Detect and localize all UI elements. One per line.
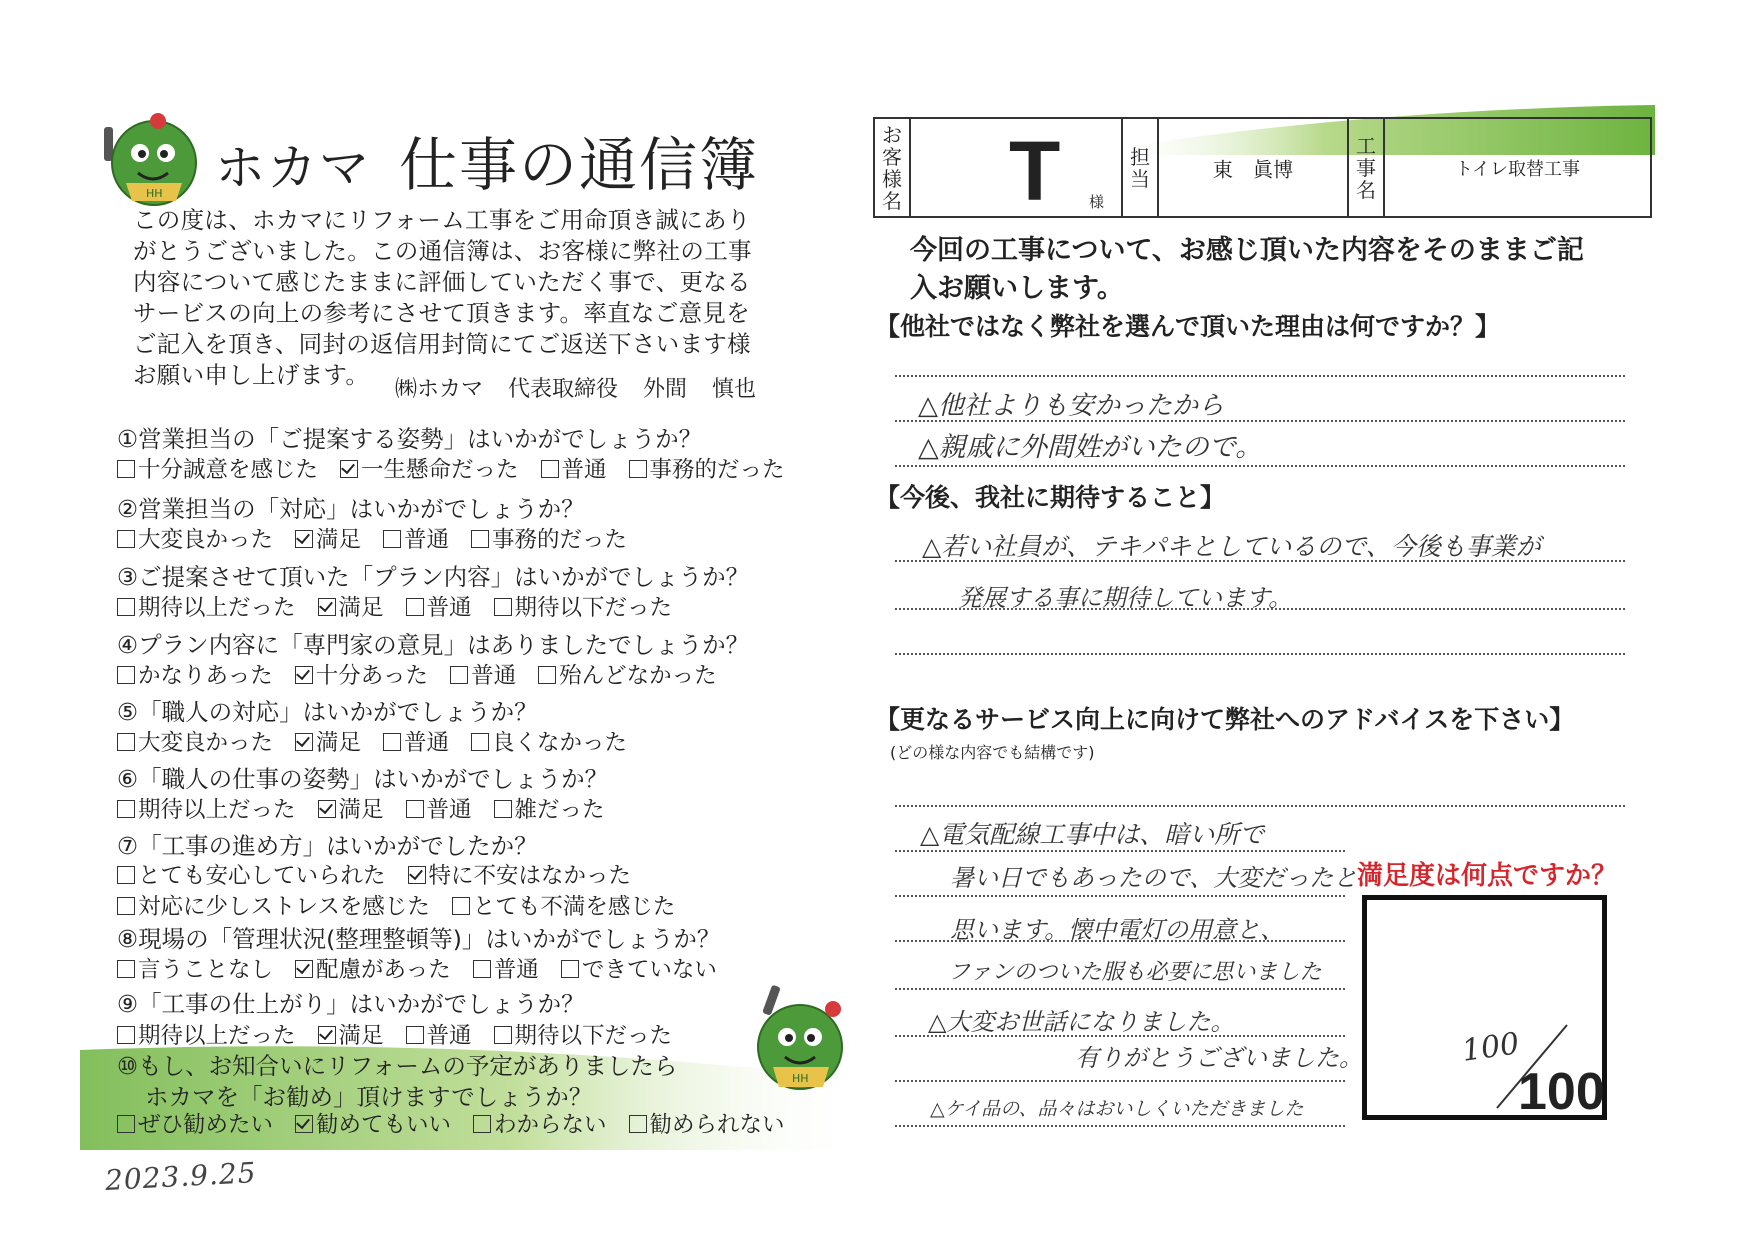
option-checkbox[interactable]	[561, 952, 717, 984]
option-label: 満足	[316, 527, 362, 553]
option-checkbox[interactable]	[406, 590, 472, 622]
brand-title	[215, 118, 759, 202]
question-7-options	[117, 858, 653, 890]
answer-line	[895, 608, 1625, 610]
empty-box-icon[interactable]	[117, 1115, 135, 1133]
option-label: 普通	[404, 527, 450, 553]
question-4-options	[117, 658, 739, 690]
option-label: 言うことなし	[138, 957, 274, 983]
option-label: 普通	[426, 1023, 472, 1049]
empty-box-icon[interactable]	[383, 733, 401, 751]
option-checkbox[interactable]	[494, 590, 673, 622]
option-label: 一生懸命だった	[361, 457, 519, 483]
question-2-options	[117, 522, 649, 554]
checked-box-icon[interactable]	[295, 530, 313, 548]
advice-answer-5: △大変お世話になりました。	[928, 1008, 1235, 1036]
empty-box-icon[interactable]	[383, 530, 401, 548]
expect-section-title: 【今後、我社に期待すること】	[875, 483, 1226, 512]
empty-box-icon[interactable]	[117, 733, 135, 751]
option-checkbox[interactable]	[340, 452, 519, 484]
answer-line	[895, 988, 1345, 990]
checked-box-icon[interactable]	[318, 598, 336, 616]
checked-box-icon[interactable]	[340, 460, 358, 478]
svg-text:HH: HH	[792, 1072, 809, 1085]
option-label: 普通	[426, 595, 472, 621]
question-1: ①営業担当の「ご提案する姿勢」はいかがでしょうか？	[117, 425, 703, 453]
customer-name: T	[1009, 124, 1061, 218]
expect-answer-1: △若い社員が、テキパキとしているので、今後も事業が	[922, 532, 1541, 561]
option-checkbox[interactable]	[117, 590, 296, 622]
customer-label-cell	[875, 119, 911, 216]
option-label: 普通	[493, 957, 539, 983]
option-label: 満足	[316, 730, 362, 756]
option-label: 普通	[471, 663, 517, 689]
company-name: ホカマ	[215, 139, 371, 197]
work-label-cell	[1349, 119, 1385, 216]
empty-box-icon[interactable]	[117, 530, 135, 548]
question-10-line2: ホカマを「お勧め」頂けますでしょうか？	[145, 1083, 593, 1111]
option-checkbox[interactable]	[473, 1107, 607, 1139]
question-6-options	[117, 792, 627, 824]
option-label: とても不満を感じた	[472, 894, 676, 920]
reason-answer-2: △親戚に外間姓がいたので。	[918, 432, 1263, 463]
question-5: ⑤「職人の対応」はいかがでしょうか？	[117, 698, 538, 726]
staff-name: 東 眞博	[1212, 157, 1294, 181]
option-label: 勧めてもいい	[316, 1112, 452, 1138]
checked-box-icon[interactable]	[295, 1115, 313, 1133]
staff-label-cell	[1123, 119, 1159, 216]
answer-line	[895, 1125, 1345, 1127]
answer-line	[895, 1080, 1345, 1082]
option-checkbox[interactable]	[295, 658, 428, 690]
expect-answer-2: 発展する事に期待しています。	[958, 584, 1293, 612]
option-checkbox[interactable]	[318, 590, 384, 622]
advice-answer-3: 思います。懐中電灯の用意と、	[950, 916, 1285, 944]
option-label: 配慮があった	[316, 957, 451, 983]
empty-box-icon[interactable]	[406, 800, 424, 818]
empty-box-icon[interactable]	[629, 460, 647, 478]
answer-line	[895, 420, 1625, 422]
question-9: ⑨「工事の仕上がり」はいかがでしょうか？	[117, 990, 585, 1018]
empty-box-icon[interactable]	[117, 960, 135, 978]
empty-box-icon[interactable]	[561, 960, 579, 978]
advice-answer-7: △ケイ品の、品々はおいしくいただきました	[930, 1098, 1304, 1120]
form-title: 仕事の通信簿	[399, 131, 760, 199]
option-checkbox[interactable]	[383, 522, 449, 554]
empty-box-icon[interactable]	[117, 897, 135, 915]
score-title: 満足度は何点ですか？	[1357, 861, 1618, 891]
option-checkbox[interactable]	[406, 792, 472, 824]
svg-text:HH: HH	[146, 187, 163, 200]
empty-box-icon[interactable]	[406, 1026, 424, 1044]
empty-box-icon[interactable]	[473, 1115, 491, 1133]
advice-answer-4: ファンのついた服も必要に思いました	[948, 960, 1322, 985]
mascot-icon	[96, 105, 206, 215]
answer-line	[895, 653, 1625, 655]
option-checkbox[interactable]	[117, 952, 273, 984]
question-2: ②営業担当の「対応」はいかがでしょうか？	[117, 495, 585, 523]
empty-box-icon[interactable]	[629, 1115, 647, 1133]
empty-box-icon[interactable]	[117, 800, 135, 818]
answer-line	[895, 850, 1345, 852]
option-label: 特に不安はなかった	[428, 863, 632, 889]
advice-section-title: 【更なるサービス向上に向けて弊社へのアドバイスを下さい】	[875, 705, 1575, 734]
option-label: 期待以下だった	[514, 595, 673, 621]
empty-box-icon[interactable]	[406, 598, 424, 616]
advice-section-note: (どの様な内容でも結構です)	[890, 743, 1095, 762]
option-checkbox[interactable]	[406, 1018, 472, 1050]
staff-label: 担当	[1130, 144, 1150, 191]
empty-box-icon[interactable]	[494, 598, 512, 616]
answer-line	[895, 1035, 1345, 1037]
empty-box-icon[interactable]	[471, 530, 489, 548]
checked-box-icon[interactable]	[318, 800, 336, 818]
work-value-cell	[1385, 119, 1650, 216]
option-checkbox[interactable]	[117, 522, 273, 554]
checked-box-icon[interactable]	[408, 866, 426, 884]
option-checkbox[interactable]	[318, 792, 384, 824]
option-label: ぜひ勧めたい	[138, 1112, 274, 1138]
customer-suffix: 様	[1089, 193, 1105, 211]
empty-box-icon[interactable]	[452, 897, 470, 915]
option-checkbox[interactable]	[452, 889, 676, 921]
option-label: 良くなかった	[492, 730, 628, 756]
option-label: 大変良かった	[138, 527, 274, 553]
option-label: 満足	[338, 1023, 384, 1049]
checked-box-icon[interactable]	[295, 960, 313, 978]
mascot-icon	[745, 985, 855, 1100]
question-7-options-2	[117, 889, 697, 921]
option-label: 勧められない	[649, 1112, 785, 1138]
question-3-options	[117, 590, 694, 622]
option-checkbox[interactable]	[295, 725, 361, 757]
question-7: ⑦「工事の進め方」はいかがでしたか？	[117, 832, 538, 860]
option-label: 十分誠意を感じた	[138, 457, 319, 483]
question-5-options	[117, 725, 649, 757]
option-label: できていない	[581, 957, 717, 983]
empty-box-icon[interactable]	[117, 460, 135, 478]
option-checkbox[interactable]	[408, 858, 632, 890]
option-label: 期待以上だった	[138, 1023, 296, 1049]
checked-box-icon[interactable]	[318, 1026, 336, 1044]
option-checkbox[interactable]	[541, 452, 607, 484]
option-checkbox[interactable]	[117, 658, 273, 690]
checked-box-icon[interactable]	[295, 733, 313, 751]
option-label: 大変良かった	[138, 730, 274, 756]
work-label: 工事名	[1356, 133, 1376, 202]
option-checkbox[interactable]	[117, 889, 430, 921]
customer-label: お客様名	[882, 122, 902, 213]
option-label: 普通	[561, 457, 607, 483]
reason-answer-1: △他社よりも安かったから	[918, 391, 1224, 421]
option-checkbox[interactable]	[450, 658, 516, 690]
option-checkbox[interactable]	[117, 725, 273, 757]
work-name: トイレ取替工事	[1454, 158, 1581, 180]
option-label: 殆んどなかった	[559, 663, 717, 689]
question-10: ⑩もし、お知合いにリフォームの予定がありましたら	[117, 1052, 678, 1080]
option-checkbox[interactable]	[295, 522, 361, 554]
empty-box-icon[interactable]	[450, 666, 468, 684]
option-checkbox[interactable]	[117, 792, 296, 824]
option-label: 普通	[404, 730, 450, 756]
option-label: 期待以下だった	[514, 1023, 673, 1049]
option-checkbox[interactable]	[117, 1107, 273, 1139]
empty-box-icon[interactable]	[117, 666, 135, 684]
question-8: ⑧現場の「管理状況(整理整頓等)」はいかがでしょうか？	[117, 925, 721, 953]
empty-box-icon[interactable]	[117, 866, 135, 884]
option-label: 期待以上だった	[138, 595, 296, 621]
question-3: ③ご提案させて頂いた「プラン内容」はいかがでしょうか？	[117, 563, 750, 591]
checked-box-icon[interactable]	[295, 666, 313, 684]
answer-line	[895, 940, 1345, 942]
option-label: 対応に少しストレスを感じた	[138, 894, 430, 920]
answer-line	[895, 375, 1625, 377]
option-checkbox[interactable]	[117, 858, 386, 890]
answer-line	[895, 805, 1625, 807]
score-max: 100	[1518, 1063, 1605, 1121]
empty-box-icon[interactable]	[117, 598, 135, 616]
option-checkbox[interactable]	[295, 952, 451, 984]
intro-text: この度は、ホカマにリフォーム工事をご用命頂き誠にありがとうございました。この通信簿は、お客様に弊社の工事内容について感じたままに評価していただく事で、更なるサービスの向上の参考にさせて頂きます。率直なご意見をご記入を頂き、同封の返信用封筒にてご返送下さいます様お願い申し上げます。	[133, 206, 752, 389]
option-label: かなりあった	[138, 663, 273, 689]
option-label: 満足	[338, 797, 384, 823]
option-checkbox[interactable]	[538, 658, 717, 690]
option-checkbox[interactable]	[494, 1018, 673, 1050]
question-4: ④プラン内容に「専門家の意見」はありましたでしょうか？	[117, 631, 750, 659]
question-8-options	[117, 952, 739, 984]
option-label: とても安心していられた	[138, 863, 386, 889]
empty-box-icon[interactable]	[494, 800, 512, 818]
handwritten-date: 2023.9.25	[104, 1156, 258, 1197]
option-checkbox[interactable]	[494, 792, 605, 824]
reason-section-title: 【他社ではなく弊社を選んで頂いた理由は何ですか？】	[875, 312, 1501, 341]
option-label: わからない	[494, 1112, 607, 1138]
header-table	[873, 117, 1652, 218]
option-checkbox[interactable]	[318, 1018, 384, 1050]
option-label: 十分あった	[315, 663, 429, 689]
option-label: 期待以上だった	[138, 797, 296, 823]
option-checkbox[interactable]	[471, 725, 627, 757]
option-checkbox[interactable]	[117, 1018, 296, 1050]
empty-box-icon[interactable]	[538, 666, 556, 684]
option-label: 雑だった	[514, 797, 605, 823]
question-10-options	[117, 1107, 807, 1139]
option-checkbox[interactable]	[629, 452, 785, 484]
signature: ㈱ホカマ 代表取締役 外間 慎也	[395, 377, 756, 402]
advice-answer-6: 有りがとうございました。	[1075, 1044, 1363, 1072]
advice-answer-1: △電気配線工事中は、暗い所で	[920, 820, 1265, 849]
empty-box-icon[interactable]	[473, 960, 491, 978]
score-written: 100	[1459, 1026, 1522, 1069]
answer-line	[895, 465, 1625, 467]
option-label: 普通	[426, 797, 472, 823]
empty-box-icon[interactable]	[117, 1026, 135, 1044]
option-checkbox[interactable]	[295, 1107, 451, 1139]
staff-value-cell	[1159, 119, 1349, 216]
advice-answer-2: 暑い日でもあったので、大変だったと	[950, 864, 1358, 892]
option-checkbox[interactable]	[383, 725, 449, 757]
question-9-options	[117, 1018, 694, 1050]
option-checkbox[interactable]	[629, 1107, 785, 1139]
option-checkbox[interactable]	[473, 952, 539, 984]
empty-box-icon[interactable]	[471, 733, 489, 751]
right-intro: 今回の工事について、お感じ頂いた内容をそのままご記入お願いします。	[910, 235, 1584, 304]
question-1-options	[117, 452, 807, 484]
option-checkbox[interactable]	[117, 452, 318, 484]
answer-line	[895, 895, 1345, 897]
option-label: 満足	[338, 595, 384, 621]
empty-box-icon[interactable]	[494, 1026, 512, 1044]
question-6: ⑥「職人の仕事の姿勢」はいかがでしょうか？	[117, 765, 609, 793]
empty-box-icon[interactable]	[541, 460, 559, 478]
option-label: 事務的だった	[492, 527, 628, 553]
option-checkbox[interactable]	[471, 522, 627, 554]
option-label: 事務的だった	[649, 457, 785, 483]
customer-value-cell	[911, 119, 1123, 216]
